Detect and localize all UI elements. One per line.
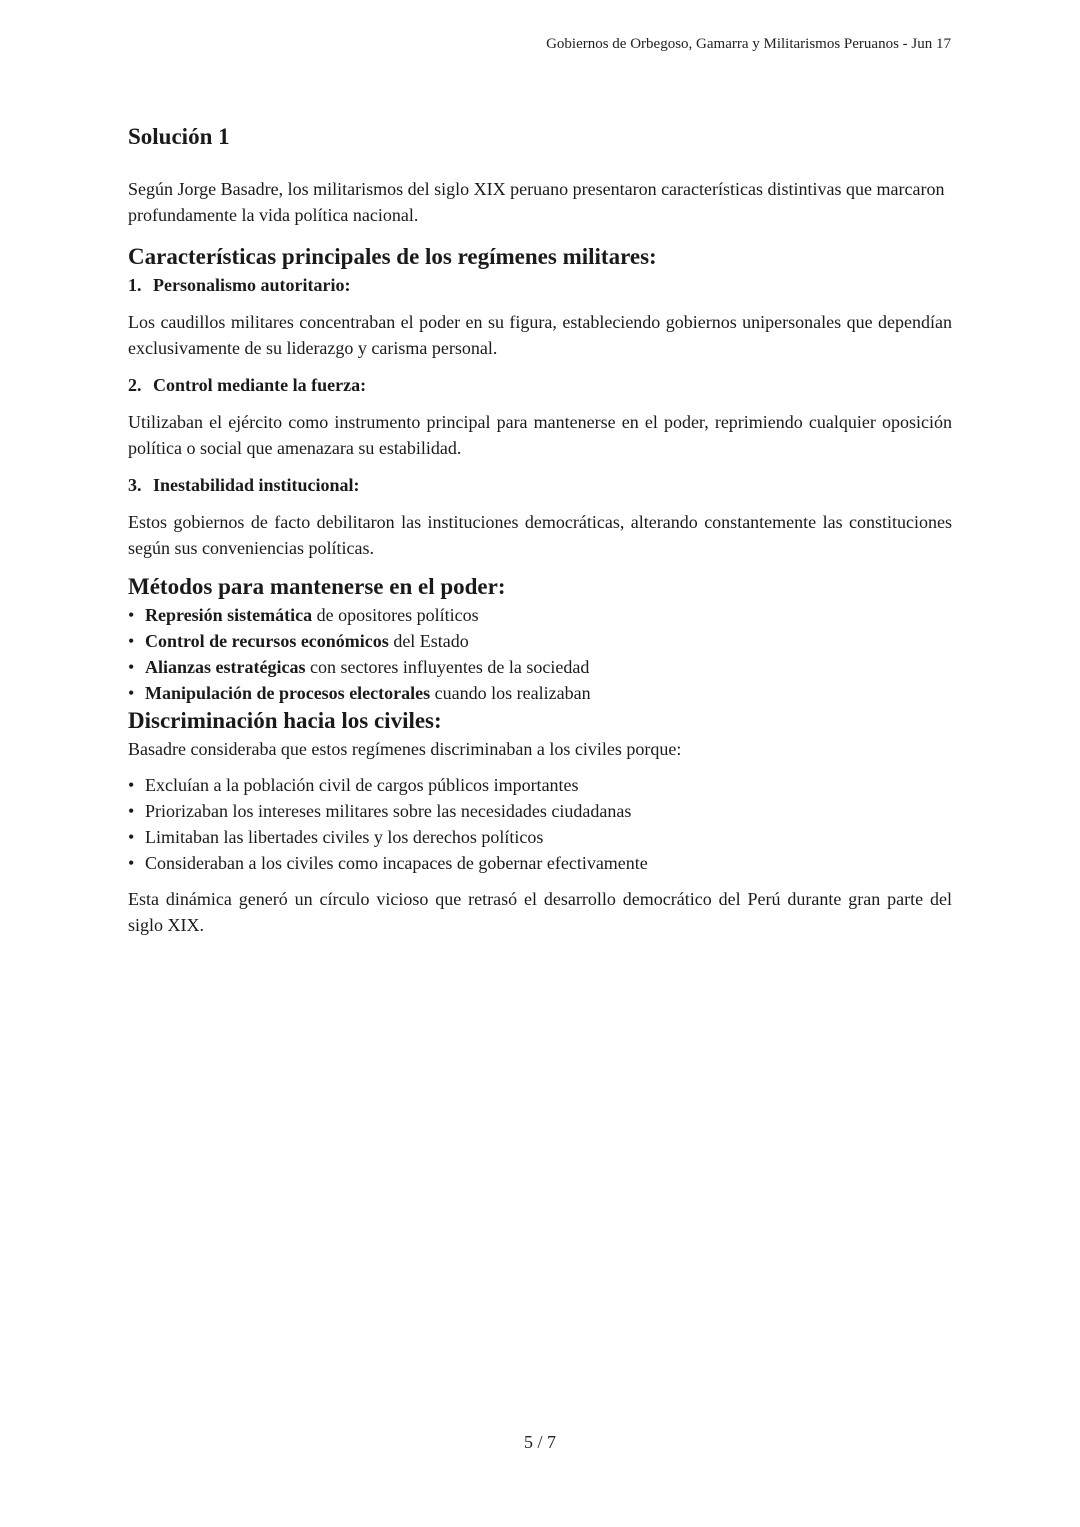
item-bold-text: Represión sistemática (145, 605, 313, 625)
item-text: Limitaban las libertades civiles y los derechos políticos (145, 827, 544, 847)
bullet-icon: • (128, 683, 135, 703)
running-header: Gobiernos de Orbegoso, Gamarra y Militarismos Peruanos - Jun 17 (546, 36, 951, 52)
bullet-icon: • (128, 605, 135, 625)
bullet-icon: • (128, 657, 135, 677)
item-bold-text: Alianzas estratégicas (145, 657, 306, 677)
solution-title: Solución 1 (128, 124, 230, 149)
characteristic-item-body: Estos gobiernos de facto debilitaron las instituciones democráticas, alterando constantemente las constituciones según sus conveniencias políticas. (128, 512, 952, 558)
characteristic-item-body: Utilizaban el ejército como instrumento principal para mantenerse en el poder, reprimiendo cualquier oposición política o social que amenazara su estabilidad. (128, 412, 952, 458)
methods-heading: Métodos para mantenerse en el poder: (128, 574, 506, 599)
item-text: Priorizaban los intereses militares sobre las necesidades ciudadanas (145, 801, 632, 821)
characteristic-item-heading (128, 372, 952, 398)
list-item (128, 602, 952, 628)
characteristic-item-heading (128, 472, 952, 498)
discrimination-list (128, 772, 952, 876)
list-item (128, 798, 952, 824)
bullet-icon: • (128, 801, 135, 821)
methods-list (128, 602, 952, 706)
item-title: Control mediante la fuerza: (153, 375, 367, 395)
item-number: 2. (128, 375, 142, 395)
item-text: cuando los realizaban (430, 683, 591, 703)
list-item (128, 654, 952, 680)
list-item (128, 628, 952, 654)
item-bold-text: Manipulación de procesos electorales (145, 683, 431, 703)
item-number: 3. (128, 475, 142, 495)
item-text: Consideraban a los civiles como incapaces de gobernar efectivamente (145, 853, 648, 873)
item-title: Personalismo autoritario: (153, 275, 351, 295)
list-item (128, 680, 952, 706)
list-item (128, 824, 952, 850)
discrimination-description: Basadre consideraba que estos regímenes discriminaban a los civiles porque: (128, 739, 682, 759)
item-text: Excluían a la población civil de cargos públicos importantes (145, 775, 579, 795)
characteristic-item-heading (128, 272, 952, 298)
item-bold-text: Control de recursos económicos (145, 631, 389, 651)
characteristics-heading: Características principales de los regímenes militares: (128, 244, 657, 269)
bullet-icon: • (128, 631, 135, 651)
document-body (128, 122, 952, 938)
conclusion-paragraph: Esta dinámica generó un círculo vicioso que retrasó el desarrollo democrático del Perú durante gran parte del siglo XIX. (128, 889, 952, 935)
bullet-icon: • (128, 827, 135, 847)
intro-paragraph: Según Jorge Basadre, los militarismos del siglo XIX peruano presentaron características distintivas que marcaron profundamente la vida política nacional. (128, 179, 945, 225)
item-text: con sectores influyentes de la sociedad (305, 657, 590, 677)
discrimination-heading: Discriminación hacia los civiles: (128, 708, 442, 733)
item-number: 1. (128, 275, 142, 295)
characteristic-item-body: Los caudillos militares concentraban el poder en su figura, estableciendo gobiernos unipersonales que dependían exclusivamente de su liderazgo y carisma personal. (128, 312, 952, 358)
bullet-icon: • (128, 775, 135, 795)
page-number: 5 / 7 (523, 1432, 556, 1452)
item-text: del Estado (388, 631, 469, 651)
list-item (128, 772, 952, 798)
bullet-icon: • (128, 853, 135, 873)
item-text: de opositores políticos (312, 605, 479, 625)
item-title: Inestabilidad institucional: (153, 475, 360, 495)
list-item (128, 850, 952, 876)
